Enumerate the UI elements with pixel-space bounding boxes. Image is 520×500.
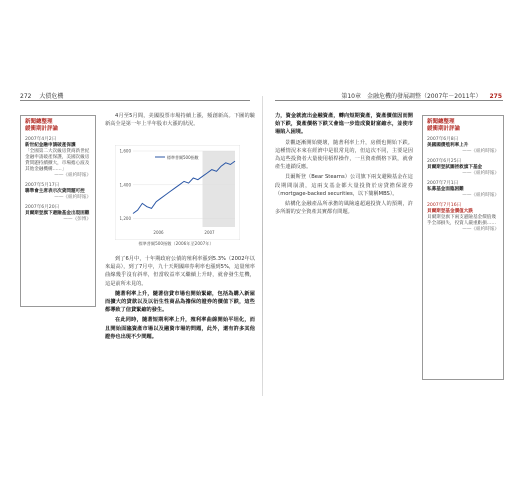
news-entry	[427, 159, 499, 177]
news-source: ——《紐約時報》	[54, 173, 91, 178]
news-source: ——《紐約時報》	[54, 195, 91, 200]
sidebar-title-line: 緩衝期計評論	[25, 126, 59, 132]
body-paragraph-bold: 隨著利率上升，隨著信貸市場也開始緊縮，包括為購入新屋而擴大的貸款以及以衍生性商品為擔保的證券的價值下跌，這些都導致了信貸緊縮的發生。	[105, 290, 255, 314]
news-source: ——《彭博》	[63, 217, 91, 222]
news-entry-highlight	[427, 203, 499, 233]
body-paragraph: 到了6月中，十年期政府公債的殖利率漲到5.3%（2002年以來最高），到了7月中，九十天期國庫券利率也漲到5%，這量殖率曲線幾乎沒有斜率，但當收益率又繼續上升時，就會發生危機，這是前所未見的。	[105, 256, 255, 287]
left-running-head: 大債危機	[39, 93, 64, 100]
chart-x-tick-label: 2007	[204, 230, 215, 235]
left-body-column	[105, 112, 255, 130]
body-paragraph: 貝爾斯登（Bear Stearns）公司旗下兩支避險基金在這段期間崩潰，這兩支基金都大量投資於房貸擔保證券（mortgage-backed securities，以下簡稱MBS）。	[275, 174, 413, 197]
right-header	[341, 91, 502, 100]
news-headline: 貝爾斯登基金價值大跌	[427, 209, 473, 214]
chart-y-tick-label: 1,600	[119, 148, 131, 154]
body-paragraph-bold: 在此同時，隨著短期利率上升，殖利率曲線開始平坦化，而且開始面臨資產市場以及融資市場的問題，此外，還有許多其他證券也出現不少問題。	[105, 317, 255, 340]
news-source: ——《紐約時報》	[462, 171, 499, 176]
left-header-rule	[20, 100, 250, 101]
news-date: 2007年6月25日	[427, 159, 462, 164]
right-page-number: 275	[489, 93, 502, 100]
news-date: 2007年7月16日	[427, 203, 462, 208]
book-gutter	[262, 96, 263, 396]
sidebar-title-line: 新聞總整理	[427, 119, 455, 125]
chart-y-tick-label: 1,200	[119, 216, 131, 222]
news-date: 2007年6月20日	[25, 205, 60, 210]
news-entry	[427, 181, 499, 199]
news-entry	[25, 205, 91, 223]
news-source: ——《紐約時報》	[462, 149, 499, 154]
right-body-column	[275, 112, 413, 218]
news-headline: 貝爾斯登試圖拯救旗下基金	[427, 165, 483, 170]
left-body-column-lower	[105, 255, 255, 343]
chart-y-tick-label: 1,400	[119, 182, 131, 188]
chart-x-tick-label: 2006	[153, 230, 164, 235]
news-date: 2007年4月2日	[25, 137, 57, 142]
news-headline: 貝爾斯登旗下避險基金出現困難	[25, 211, 90, 216]
news-source: ——《紐約時報》	[462, 227, 499, 232]
news-headline: 美國國債殖利率上升	[427, 143, 469, 148]
news-entry	[427, 137, 499, 155]
body-paragraph-bold: 力，資金就流出金融資產，轉向短期資產，資產價值因而開始下跌，資產價格下跌又會進一步造成資財富縮水，並使市場陷入困境。	[275, 113, 413, 136]
right-running-head: 第10章 金融危機的發展調整（2007年－2011年）	[341, 93, 482, 100]
chart-legend-label: 標準普爾500指數	[167, 155, 199, 160]
news-date: 2007年7月1日	[427, 181, 459, 186]
right-header-rule	[275, 100, 503, 101]
left-news-sidebar	[20, 115, 96, 307]
news-headline: 新世紀金融申請破產保護	[25, 143, 76, 148]
sp500-chart	[115, 145, 240, 240]
news-date: 2007年6月8日	[427, 137, 459, 142]
left-header	[20, 91, 63, 100]
news-headline: 聯準會主席表示次貸問題可控	[25, 189, 85, 194]
news-entry	[25, 183, 91, 201]
body-paragraph: 4月至5月間，美國股票市場持續上漲，頻創新高。下圖的驗新高全是第一年上半年股市大漲的狀況。	[105, 113, 255, 128]
news-entry	[25, 137, 91, 179]
sidebar-title-line: 緩衝期計評論	[427, 126, 461, 132]
news-headline: 私募基金面臨困難	[427, 187, 464, 192]
news-body: 「全國第二大次級房貸商新世紀金融申請破產保護，美國次級房貸問題持續擴大，市場擔心波及其他金融機構……」	[25, 149, 90, 172]
chart-caption: 標準普爾500指數（2006年至2007年）	[138, 241, 214, 246]
body-paragraph: 結構化金融產品所承擔的風險遠超過投資人的預期，許多所謂的安全資產其實都有問題。	[275, 201, 413, 216]
sidebar-title-line: 新聞總整理	[25, 119, 53, 125]
news-body: 貝爾斯登旗下兩支避險基金價值幾乎全部損失，投資人嚴重虧損……	[427, 215, 496, 226]
news-source: ——《紐約時報》	[462, 193, 499, 198]
right-news-sidebar	[422, 115, 504, 380]
left-page-number: 272	[20, 93, 32, 100]
news-date: 2007年5月17日	[25, 183, 60, 188]
chart-shaded-period	[203, 151, 235, 227]
body-paragraph: 景觀逐漸開始變壞，隨著利率上升，房價也開始下跌。這種情況本來在經濟中是很常見的，但這次不同，主要是因為這些投資者大量使用槓桿操作，一旦資產價格下跌，就會產生連鎖反應。	[275, 139, 413, 171]
